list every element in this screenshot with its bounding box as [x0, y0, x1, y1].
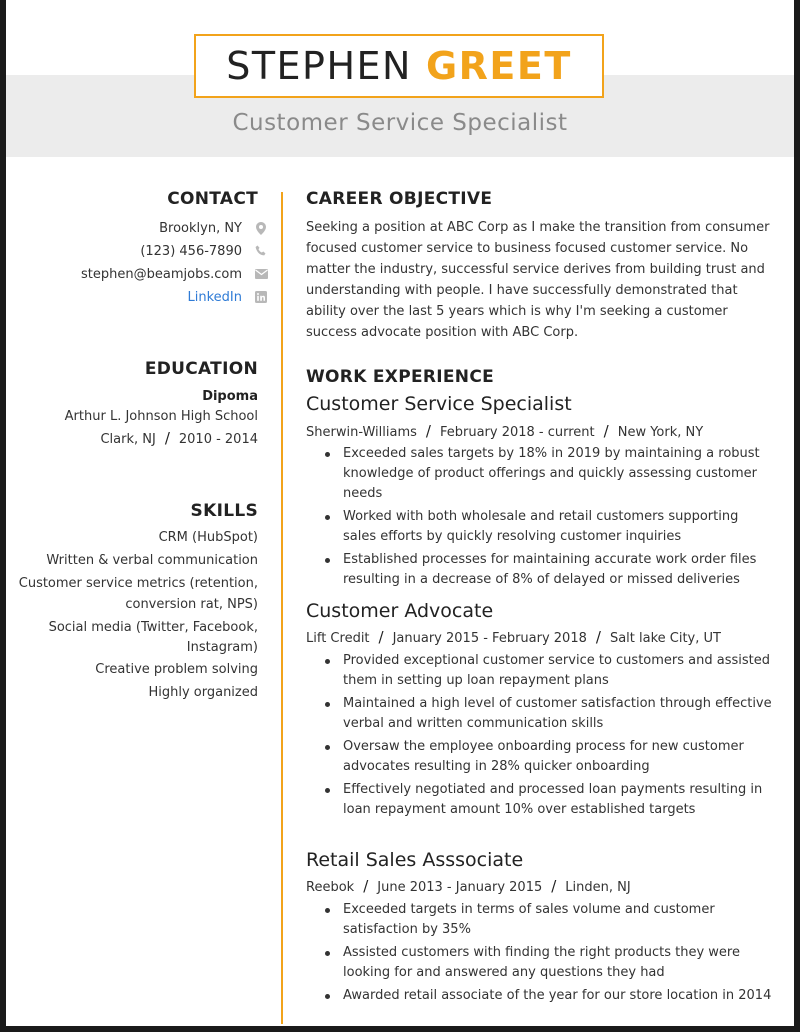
separator-slash: / [551, 877, 557, 895]
job-title: Customer Advocate [306, 600, 494, 622]
first-name: STEPHEN [226, 44, 412, 88]
education-location: Clark, NJ [100, 432, 156, 447]
email-text[interactable]: stephen@beamjobs.com [81, 266, 242, 282]
job-title: Retail Sales Asssociate [306, 849, 524, 871]
education-heading: EDUCATION [144, 359, 258, 379]
map-pin-icon [254, 221, 268, 235]
job-dates: February 2018 - current [439, 425, 595, 440]
job-dates: June 2013 - January 2015 [377, 880, 543, 895]
education-meta [0, 427, 258, 451]
contact-email[interactable] [0, 263, 268, 285]
contact-linkedin[interactable] [0, 286, 268, 308]
job-meta [306, 877, 631, 895]
job-bullets [306, 900, 773, 1009]
name-box [194, 34, 604, 98]
job-title: Customer Service Specialist [306, 393, 572, 415]
list-item: Established processes for maintaining accurate work order files resulting in a decrease of 8% of delayed or missed deliveries [343, 550, 773, 590]
list-item: Provided exceptional customer service to customers and assisted them in setting up loan repayment plans [343, 651, 773, 691]
phone-text: (123) 456-7890 [140, 243, 242, 259]
skill-item: Highly organized [148, 685, 258, 700]
contact-heading: CONTACT [167, 189, 258, 209]
list-item: Maintained a high level of customer satisfaction through effective verbal and written communication skills [343, 694, 773, 734]
list-item: Awarded retail associate of the year for our store location in 2014 [343, 986, 773, 1006]
separator-slash: / [425, 422, 431, 440]
job-title-header: Customer Service Specialist [232, 110, 568, 136]
skill-item: Customer service metrics (retention, [18, 576, 258, 591]
education-school: Arthur L. Johnson High School [64, 409, 258, 424]
separator-slash: / [378, 628, 384, 646]
separator-slash: / [595, 628, 601, 646]
job-meta [306, 628, 721, 646]
contact-phone [0, 240, 268, 262]
skill-item: Written & verbal communication [46, 553, 258, 568]
job-location: Linden, NJ [565, 880, 631, 895]
skill-item: Creative problem solving [95, 662, 258, 677]
education-degree: Dipoma [202, 389, 258, 404]
list-item: Assisted customers with finding the right products they were looking for and answered any questions they had [343, 943, 773, 983]
job-company: Sherwin-Williams [306, 425, 417, 440]
last-name: GREET [425, 44, 572, 88]
job-company: Reebok [306, 880, 355, 895]
list-item: Effectively negotiated and processed loan payments resulting in loan repayment amount 10% over established targets [343, 780, 773, 820]
job-company: Lift Credit [306, 631, 370, 646]
education-years: 2010 - 2014 [178, 432, 258, 447]
job-bullets [306, 651, 773, 823]
experience-heading: WORK EXPERIENCE [306, 367, 495, 387]
linkedin-link[interactable]: LinkedIn [187, 289, 242, 305]
contact-location [0, 217, 268, 239]
separator-slash: / [363, 877, 369, 895]
phone-icon [254, 244, 268, 258]
separator-slash: / [164, 429, 170, 447]
job-meta [306, 422, 703, 440]
location-text: Brooklyn, NY [159, 220, 242, 236]
list-item: Oversaw the employee onboarding process for new customer advocates resulting in 28% quicker onboarding [343, 737, 773, 777]
column-divider [281, 192, 283, 1024]
job-bullets [306, 444, 773, 593]
separator-slash: / [603, 422, 609, 440]
job-dates: January 2015 - February 2018 [392, 631, 587, 646]
resume-page [6, 0, 794, 1026]
linkedin-icon [254, 290, 268, 304]
job-location: New York, NY [617, 425, 704, 440]
skill-item: conversion rat, NPS) [125, 597, 258, 612]
envelope-icon [254, 267, 268, 281]
skill-item: CRM (HubSpot) [158, 530, 258, 545]
list-item: Exceeded sales targets by 18% in 2019 by maintaining a robust knowledge of product offerings and quickly assessing customer needs [343, 444, 773, 504]
list-item: Exceeded targets in terms of sales volume and customer satisfaction by 35% [343, 900, 773, 940]
job-location: Salt lake City, UT [609, 631, 721, 646]
objective-text: Seeking a position at ABC Corp as I make the transition from consumer focused customer service to business focused customer service. No matter the industry, successful service derives from building trust and understanding with people. I have successfully demonstrated that ability over the last 5 years which is why I'm seeking a customer success advocate position with ABC Corp. [306, 220, 770, 340]
skill-item: Social media (Twitter, Facebook, [48, 620, 258, 635]
objective-heading: CAREER OBJECTIVE [306, 189, 493, 209]
skills-heading: SKILLS [190, 501, 258, 521]
skill-item: Instagram) [186, 640, 258, 655]
list-item: Worked with both wholesale and retail customers supporting sales efforts by quickly resolving customer inquiries [343, 507, 773, 547]
